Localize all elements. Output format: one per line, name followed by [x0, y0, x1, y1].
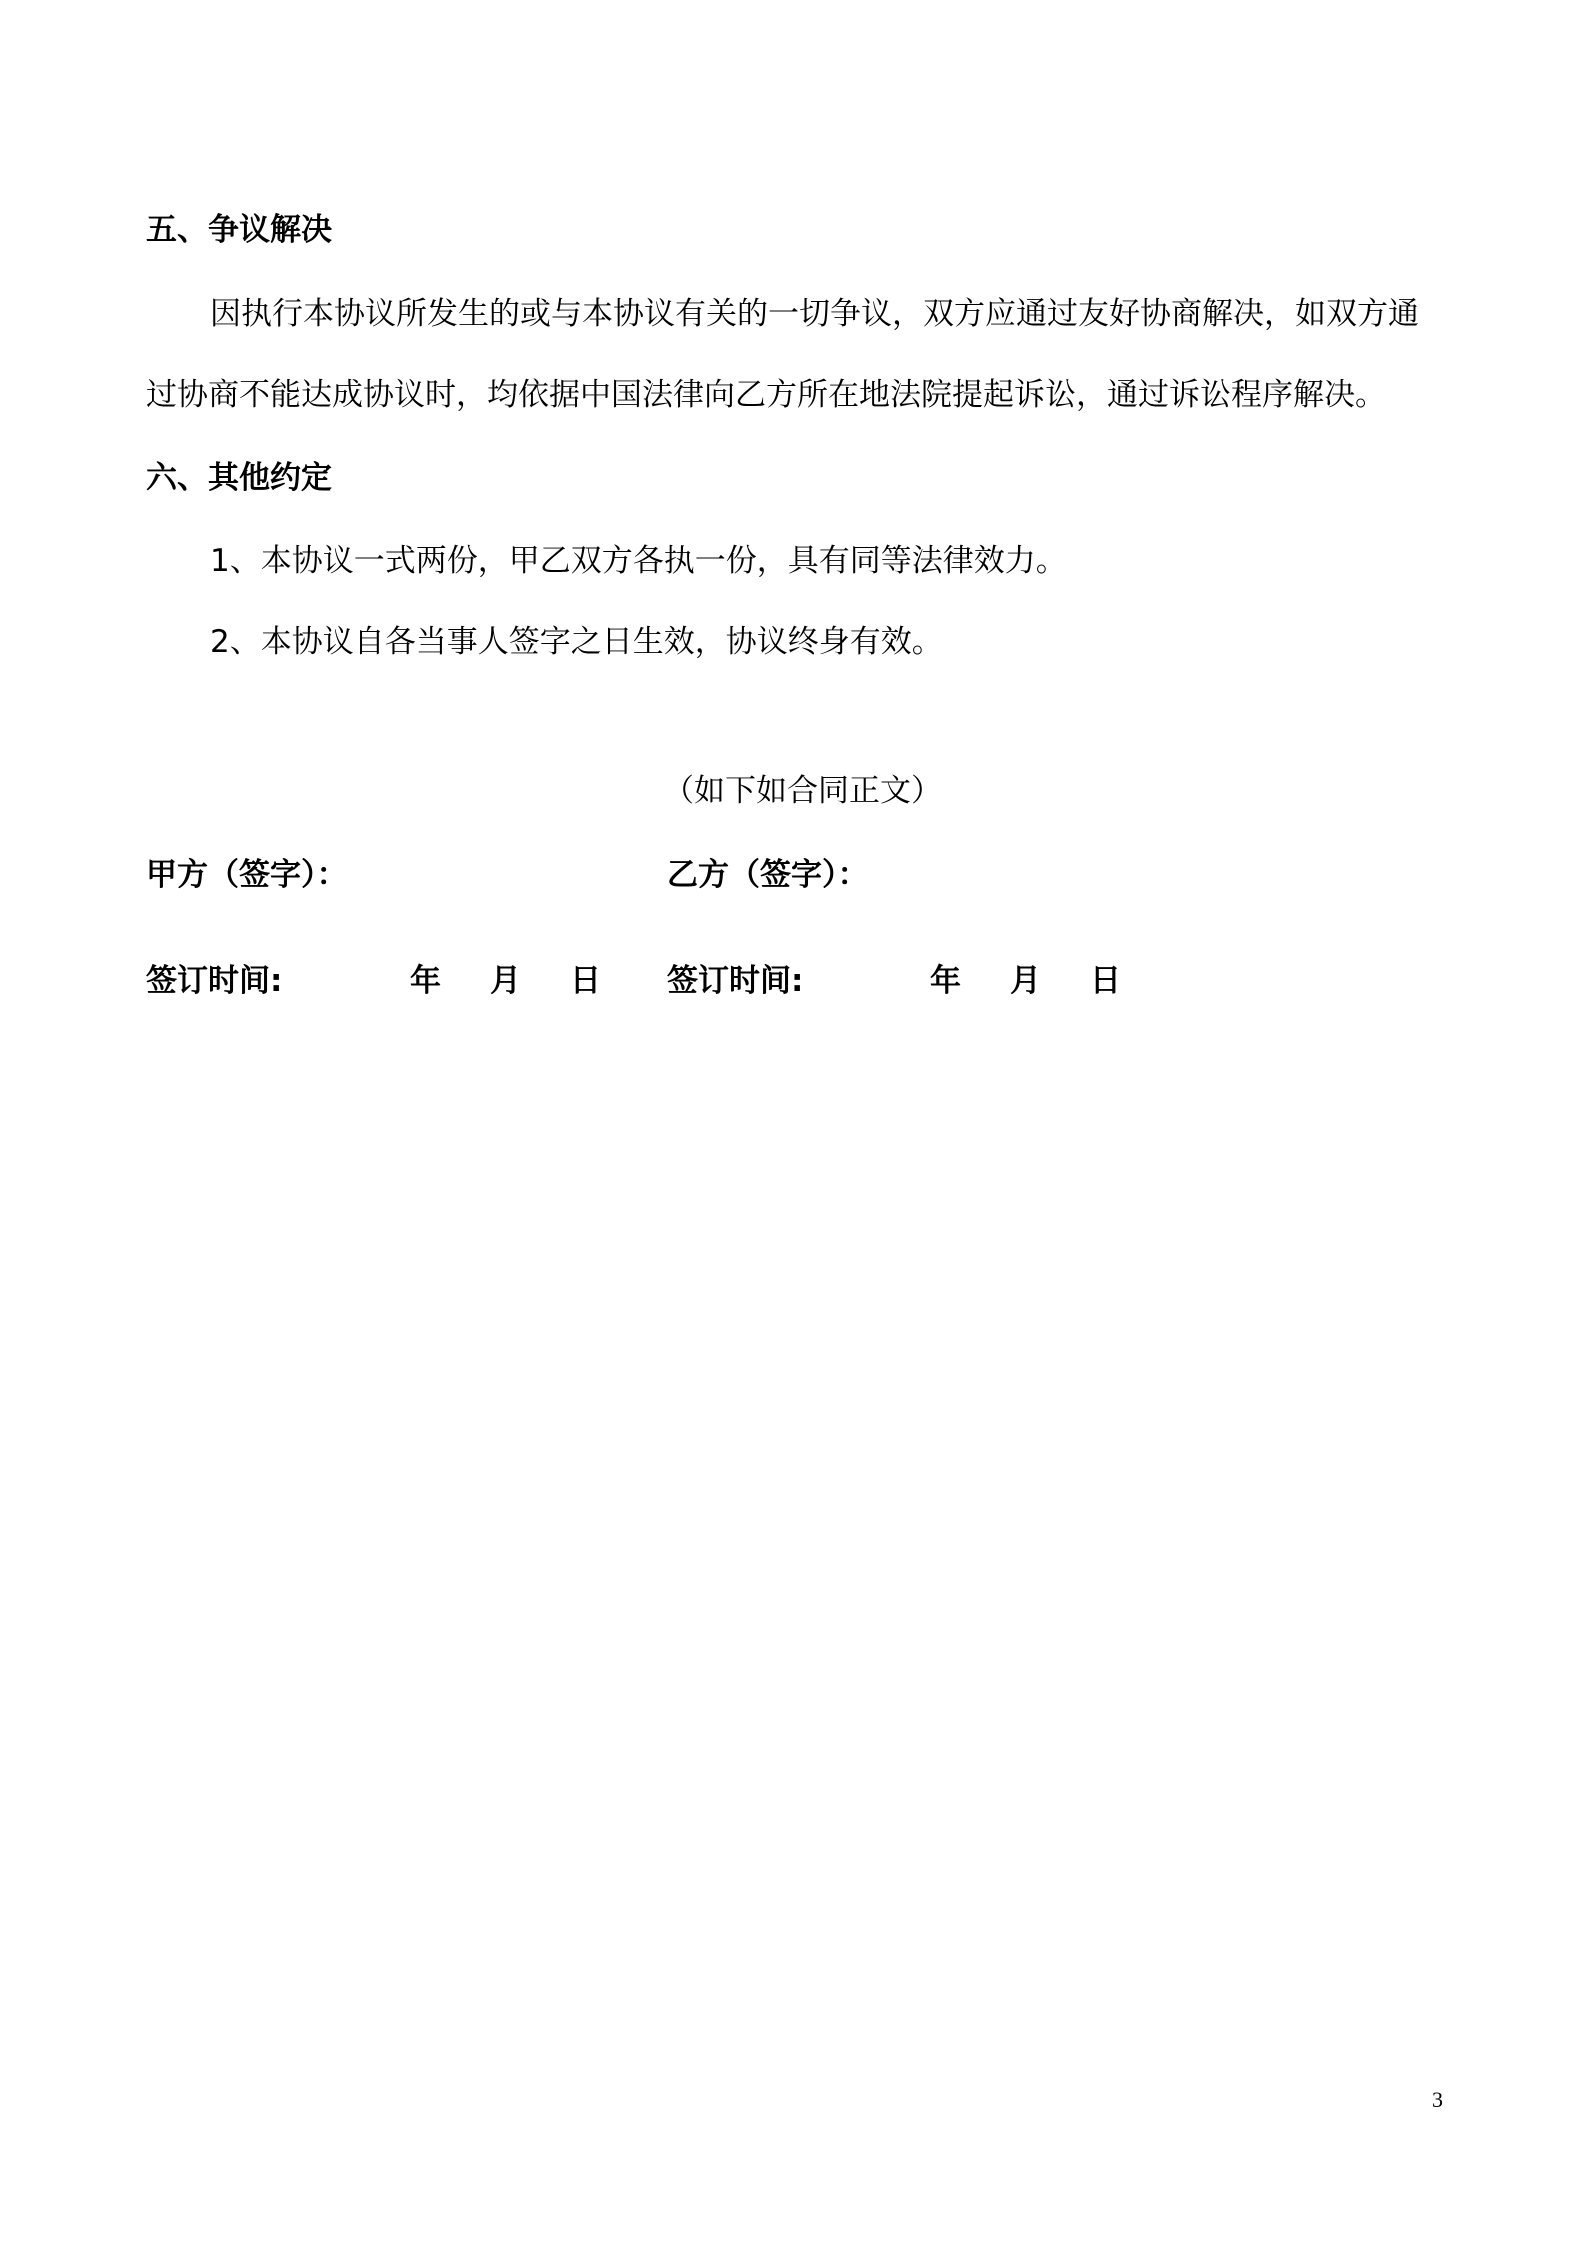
section-6-heading: 六、其他约定: [146, 460, 332, 496]
section-5-heading: 五、争议解决: [146, 212, 332, 248]
section-6-item-1: 1、本协议一式两份，甲乙双方各执一份，具有同等法律效力。: [210, 543, 1067, 579]
party-a-date-year: 年: [410, 963, 441, 999]
section-5-paragraph-line-1: 因执行本协议所发生的或与本协议有关的一切争议，双方应通过友好协商解决，如双方通: [210, 296, 1419, 332]
section-5-paragraph-line-2: 过协商不能达成协议时，均依据中国法律向乙方所在地法院提起诉讼，通过诉讼程序解决。: [146, 377, 1386, 413]
page-number: 3: [1432, 2087, 1443, 2112]
party-b-date-year: 年: [930, 963, 961, 999]
party-a-signature-label: 甲方（签字）：: [146, 857, 348, 893]
party-b-signature-label: 乙方（签字）：: [667, 857, 869, 893]
contract-note: （如下如合同正文）: [663, 773, 942, 809]
party-a-date-day: 日: [570, 963, 601, 999]
party-b-date-month: 月: [1010, 963, 1041, 999]
section-6-item-2: 2、本协议自各当事人签字之日生效，协议终身有效。: [210, 624, 943, 660]
party-b-date-day: 日: [1090, 963, 1121, 999]
party-a-date-month: 月: [490, 963, 521, 999]
party-a-date-label: 签订时间:: [146, 963, 283, 999]
party-b-date-label: 签订时间:: [667, 963, 804, 999]
